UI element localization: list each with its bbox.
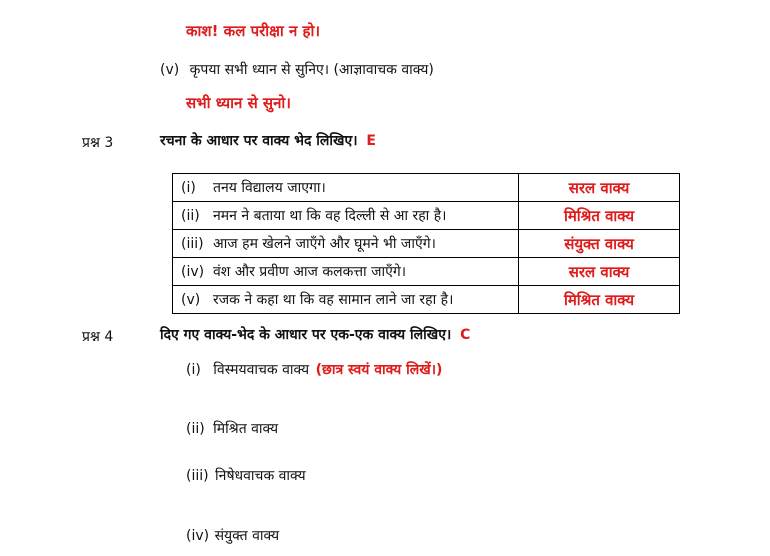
q4-item-number: (iv) xyxy=(186,528,210,544)
answer-cell: मिश्रित वाक्य xyxy=(519,286,680,314)
answer-cell: संयुक्त वाक्य xyxy=(519,230,680,258)
q4-item-text: संयुक्त वाक्य xyxy=(214,528,280,544)
sentence-type-table xyxy=(172,173,680,314)
item-v-answer: सभी ध्यान से सुनो। xyxy=(186,94,291,112)
answer-cell: सरल वाक्य xyxy=(519,174,680,202)
sentence-cell xyxy=(173,286,519,314)
q4-item-text: निषेधवाचक वाक्य xyxy=(215,468,306,484)
sentence-text: नमन ने बताया था कि वह दिल्ली से आ रहा है। xyxy=(213,208,447,224)
q4-item-2 xyxy=(186,419,278,438)
table-row xyxy=(173,174,680,202)
sentence-cell xyxy=(173,258,519,286)
q4-item-3 xyxy=(186,466,306,485)
table-row xyxy=(173,230,680,258)
q4-text: दिए गए वाक्य-भेद के आधार पर एक-एक वाक्य लिखिए। xyxy=(160,327,452,343)
answer-exclamatory: काश! कल परीक्षा न हो। xyxy=(186,22,321,40)
q4-item-number: (iii) xyxy=(186,468,209,484)
q3-grade: E xyxy=(366,133,376,149)
q4-item-number: (ii) xyxy=(186,421,205,437)
q4-grade: C xyxy=(460,327,471,343)
sentence-text: तनय विद्यालय जाएगा। xyxy=(213,180,326,196)
table-row xyxy=(173,202,680,230)
row-number: (v) xyxy=(181,292,201,308)
table-row xyxy=(173,258,680,286)
row-number: (iv) xyxy=(181,264,205,280)
item-v-line xyxy=(160,60,434,79)
sentence-text: आज हम खेलने जाएँगे और घूमने भी जाएँगे। xyxy=(213,236,436,252)
sentence-text: वंश और प्रवीण आज कलकत्ता जाएँगे। xyxy=(213,264,407,280)
sentence-cell xyxy=(173,174,519,202)
q4-item-number: (i) xyxy=(186,362,201,378)
q4-item-text: विस्मयवाचक वाक्य xyxy=(213,362,310,378)
answer-cell: मिश्रित वाक्य xyxy=(519,202,680,230)
row-number: (ii) xyxy=(181,208,200,224)
q4-item-4 xyxy=(186,526,279,545)
q4-label: प्रश्न 4 xyxy=(82,329,114,345)
q4-item-text: मिश्रित वाक्य xyxy=(213,421,279,437)
answer-cell: सरल वाक्य xyxy=(519,258,680,286)
q4-heading xyxy=(160,325,470,344)
sentence-text: रजक ने कहा था कि वह सामान लाने जा रहा है। xyxy=(213,292,454,308)
table-row xyxy=(173,286,680,314)
sentence-cell xyxy=(173,230,519,258)
q3-label: प्रश्न 3 xyxy=(82,135,114,151)
q4-item-1 xyxy=(186,360,442,379)
row-number: (iii) xyxy=(181,236,204,252)
q4-item-note: (छात्र स्वयं वाक्य लिखें।) xyxy=(315,362,443,378)
item-v-text: कृपया सभी ध्यान से सुनिए। (आज्ञावाचक वाक्य) xyxy=(189,62,434,78)
q3-heading xyxy=(160,131,376,150)
row-number: (i) xyxy=(181,180,196,196)
sentence-cell xyxy=(173,202,519,230)
q3-text: रचना के आधार पर वाक्य भेद लिखिए। xyxy=(160,133,358,149)
item-v-number: (v) xyxy=(160,62,180,78)
